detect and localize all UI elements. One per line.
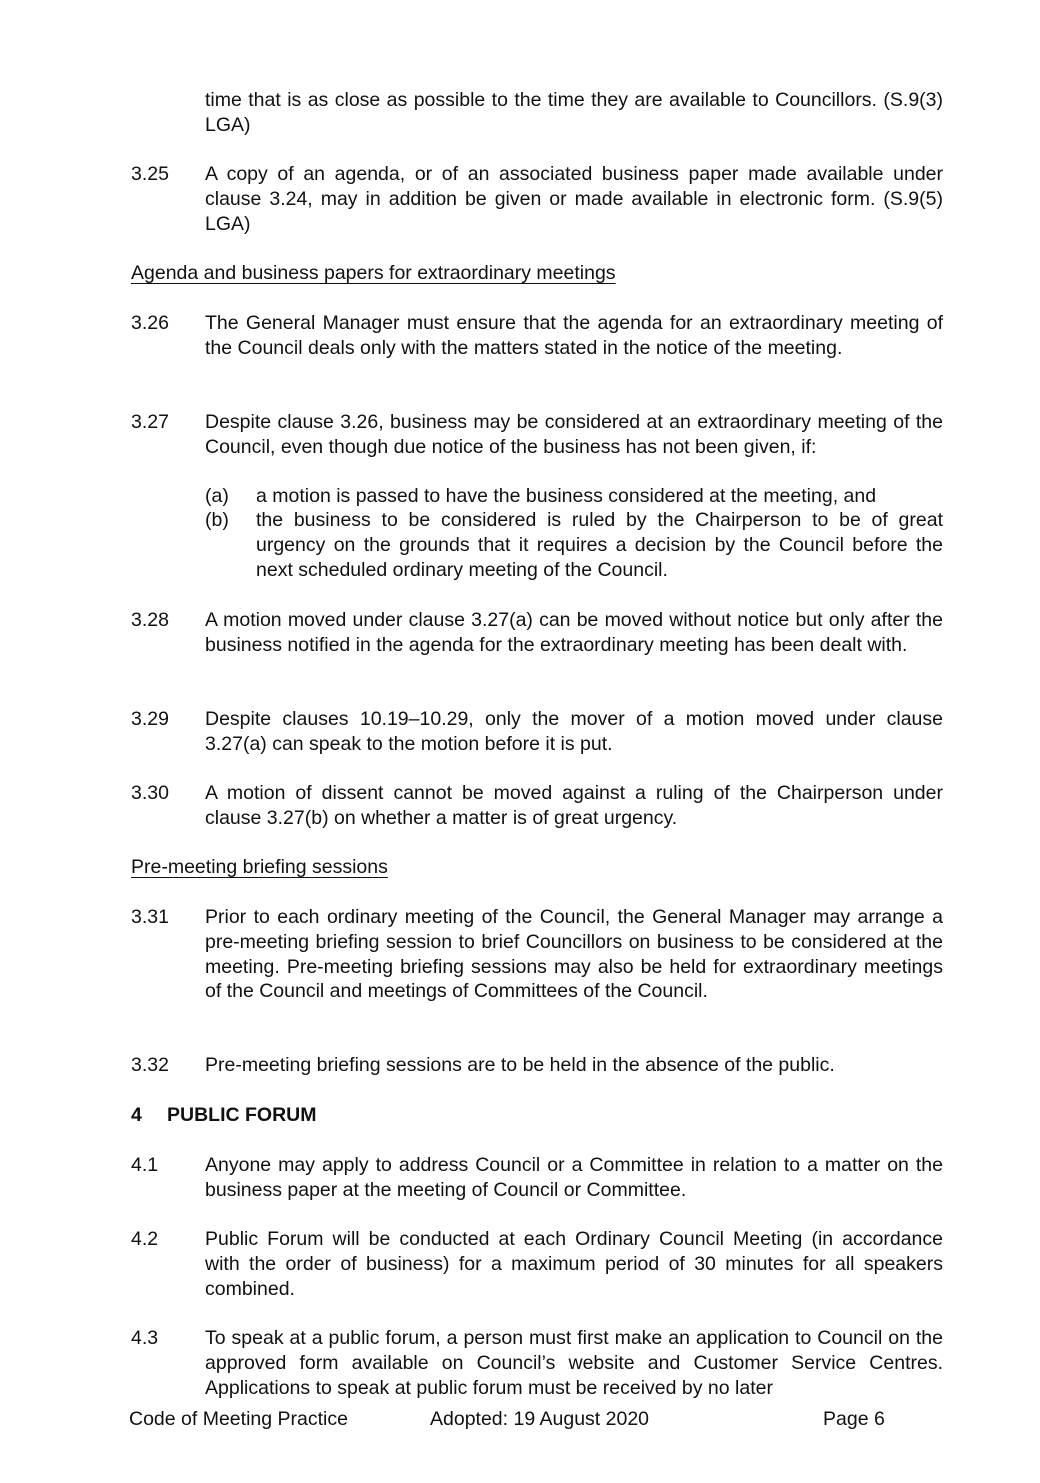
- clause-text: A motion moved under clause 3.27(a) can be moved without notice but only after the business notified in the agenda for the extraordinary meeting has been dealt with.: [205, 609, 943, 656]
- clause-number: 3.30: [131, 782, 169, 804]
- clause-text: A motion of dissent cannot be moved against a ruling of the Chairperson under clause 3.27(b) on whether a matter is of great urgency.: [205, 782, 943, 829]
- sub-item: [205, 484, 943, 509]
- clause-3-32: [131, 1053, 943, 1078]
- clause-3-29: [131, 707, 943, 757]
- clause-3-27: [131, 410, 943, 583]
- clause-text: A copy of an agenda, or of an associated business paper made available under clause 3.24, may in addition be given or made available in electronic form. (S.9(5) LGA): [205, 163, 943, 235]
- sub-item-label: (a): [205, 484, 229, 507]
- footer-document-title: Code of Meeting Practice: [129, 1408, 348, 1430]
- sub-item-label: (b): [205, 509, 229, 532]
- clause-number: 3.29: [131, 708, 169, 730]
- clause-3-25: [131, 162, 943, 236]
- clause-number: 3.31: [131, 906, 169, 928]
- clause-text: Public Forum will be conducted at each Ordinary Council Meeting (in accordance with the order of business) for a maximum period of 30 minutes for all speakers combined.: [205, 1228, 943, 1300]
- sub-item: [205, 508, 943, 582]
- clause-number: 3.27: [131, 411, 169, 433]
- clause-text: Despite clauses 10.19–10.29, only the mover of a motion moved under clause 3.27(a) can speak to the motion before it is put.: [205, 708, 943, 755]
- clause-3-28: [131, 608, 943, 658]
- clause-number: 3.28: [131, 609, 169, 631]
- sub-item-text: the business to be considered is ruled by the Chairperson to be of great urgency on the grounds that it requires a decision by the Council before the next scheduled ordinary meeting of the Council.: [256, 509, 943, 581]
- continuation-text: time that is as close as possible to the time they are available to Councillors. (S.9(3) LGA): [205, 89, 943, 136]
- section-heading-extraordinary: Agenda and business papers for extraordinary meetings: [131, 262, 616, 284]
- clause-3-26: [131, 311, 943, 361]
- section-number: 4: [131, 1104, 142, 1126]
- clause-text: Prior to each ordinary meeting of the Council, the General Manager may arrange a pre-meeting briefing session to brief Councillors on business to be considered at the meeting. Pre-meeting briefing sessions may also be held for extraordinary meetings of the Council and meetings of Committees of the Council.: [205, 906, 943, 1003]
- clause-text: To speak at a public forum, a person must first make an application to Council on the approved form available on Council’s website and Customer Service Centres. Applications to speak at public forum must be received by no later: [205, 1327, 943, 1399]
- clause-number: 4.1: [131, 1154, 159, 1176]
- clause-4-2: [131, 1227, 943, 1301]
- footer-adopted-date: Adopted: 19 August 2020: [430, 1408, 650, 1430]
- clause-number: 4.3: [131, 1327, 159, 1349]
- clause-text: Anyone may apply to address Council or a Committee in relation to a matter on the business paper at the meeting of Council or Committee.: [205, 1154, 943, 1201]
- clause-3-30: [131, 781, 943, 831]
- section-heading-briefing: Pre-meeting briefing sessions: [131, 856, 388, 878]
- sub-item-list: [205, 484, 943, 583]
- clause-number: 3.26: [131, 312, 169, 334]
- footer-page-number: Page 6: [823, 1408, 885, 1430]
- clause-body: [205, 410, 943, 583]
- clause-3-31: [131, 905, 943, 1004]
- section-title-public-forum: [131, 1103, 317, 1128]
- clause-text: The General Manager must ensure that the agenda for an extraordinary meeting of the Council deals only with the matters stated in the notice of the meeting.: [205, 312, 943, 359]
- clause-4-1: [131, 1153, 943, 1203]
- page-footer: [129, 1407, 909, 1432]
- clause-text: Despite clause 3.26, business may be considered at an extraordinary meeting of the Council, even though due notice of the business has not been given, if:: [205, 411, 943, 458]
- section-title: PUBLIC FORUM: [167, 1104, 317, 1126]
- clause-text: Pre-meeting briefing sessions are to be held in the absence of the public.: [205, 1054, 835, 1076]
- sub-item-text: a motion is passed to have the business considered at the meeting, and: [256, 484, 877, 507]
- clause-number: 3.25: [131, 163, 169, 185]
- clause-4-3: [131, 1326, 943, 1400]
- clause-number: 3.32: [131, 1054, 169, 1076]
- clause-number: 4.2: [131, 1228, 159, 1250]
